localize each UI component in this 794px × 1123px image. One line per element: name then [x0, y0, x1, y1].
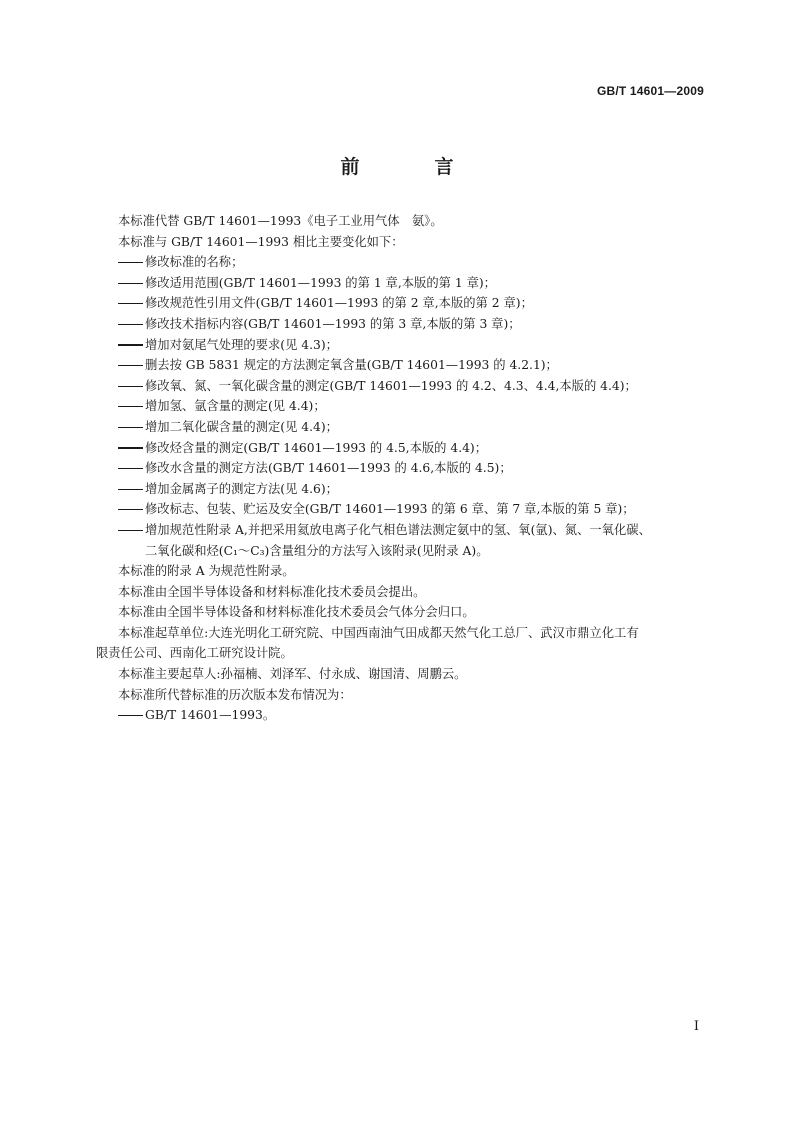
list-item: GB/T 14601—1993。	[118, 705, 708, 726]
dash-marker	[118, 273, 145, 294]
list-item: 删去按 GB 5831 规定的方法测定氧含量(GB/T 14601—1993 的 4.2.1)；	[118, 355, 708, 376]
list-item: 修改标准的名称；	[118, 252, 708, 273]
list-item: 增加氢、氩含量的测定(见 4.4)；	[118, 396, 708, 417]
list-item: 增加对氨尾气处理的要求(见 4.3)；	[118, 335, 708, 356]
dash-marker	[118, 417, 145, 438]
dash-marker	[118, 293, 145, 314]
list-item: 修改水含量的测定方法(GB/T 14601—1993 的 4.6,本版的 4.5)；	[118, 458, 708, 479]
paragraph: 本标准与 GB/T 14601—1993 相比主要变化如下：	[118, 234, 404, 249]
dash-marker	[118, 705, 145, 726]
standard-code: GB/T 14601—2009	[596, 84, 704, 98]
drafting-units-continuation: 限责任公司、西南化工研究设计院。	[96, 646, 293, 661]
paragraph: 本标准的附录 A 为规范性附录。	[118, 564, 295, 579]
list-item: 增加规范性附录 A,并把采用氦放电离子化气相色谱法测定氨中的氢、氧(氩)、氮、一氧化碳、	[118, 520, 708, 541]
list-item: 修改氧、氮、一氧化碳含量的测定(GB/T 14601—1993 的 4.2、4.3、4.4,本版的 4.4)；	[118, 376, 708, 397]
list-item: 修改标志、包装、贮运及安全(GB/T 14601—1993 的第 6 章、第 7 章,本版的第 5 章)；	[118, 499, 708, 520]
paragraph: 本标准由全国半导体设备和材料标准化技术委员会提出。	[118, 584, 426, 599]
dash-marker	[118, 314, 145, 335]
list-item: 增加二氧化碳含量的测定(见 4.4)；	[118, 417, 708, 438]
page-title: 前 言	[340, 156, 482, 178]
paragraph: 本标准主要起草人:孙福楠、刘泽军、付永成、谢国清、周鹏云。	[118, 667, 467, 682]
list-item: 修改烃含量的测定(GB/T 14601—1993 的 4.5,本版的 4.4)；	[118, 438, 708, 459]
paragraph: 本标准由全国半导体设备和材料标准化技术委员会气体分会归口。	[118, 605, 475, 620]
dash-marker	[118, 376, 145, 397]
list-item-continuation: 二氧化碳和烃(C₁～C₃)含量组分的方法写入该附录(见附录 A)。	[145, 543, 489, 558]
dash-marker	[118, 355, 145, 376]
dash-marker	[118, 335, 145, 356]
paragraph: 本标准所代替标准的历次版本发布情况为：	[118, 687, 352, 702]
dash-marker	[118, 499, 145, 520]
dash-marker	[118, 438, 145, 459]
document-body	[96, 211, 708, 726]
list-item: 修改规范性引用文件(GB/T 14601—1993 的第 2 章,本版的第 2 章)；	[118, 293, 708, 314]
paragraph: 本标准代替 GB/T 14601—1993《电子工业用气体 氨》。	[118, 214, 443, 228]
dash-marker	[118, 252, 145, 273]
drafting-units-paragraph: 本标准起草单位:大连光明化工研究院、中国西南油气田成都天然气化工总厂、武汉市鼎立化工有	[118, 625, 639, 640]
dash-marker	[118, 396, 145, 417]
dash-marker	[118, 458, 145, 479]
list-item: 增加金属离子的测定方法(见 4.6)；	[118, 479, 708, 500]
dash-marker	[118, 520, 145, 541]
list-item: 修改适用范围(GB/T 14601—1993 的第 1 章,本版的第 1 章)；	[118, 273, 708, 294]
list-item: 修改技术指标内容(GB/T 14601—1993 的第 3 章,本版的第 3 章)；	[118, 314, 708, 335]
page-number: I	[693, 1019, 699, 1034]
dash-marker	[118, 479, 145, 500]
